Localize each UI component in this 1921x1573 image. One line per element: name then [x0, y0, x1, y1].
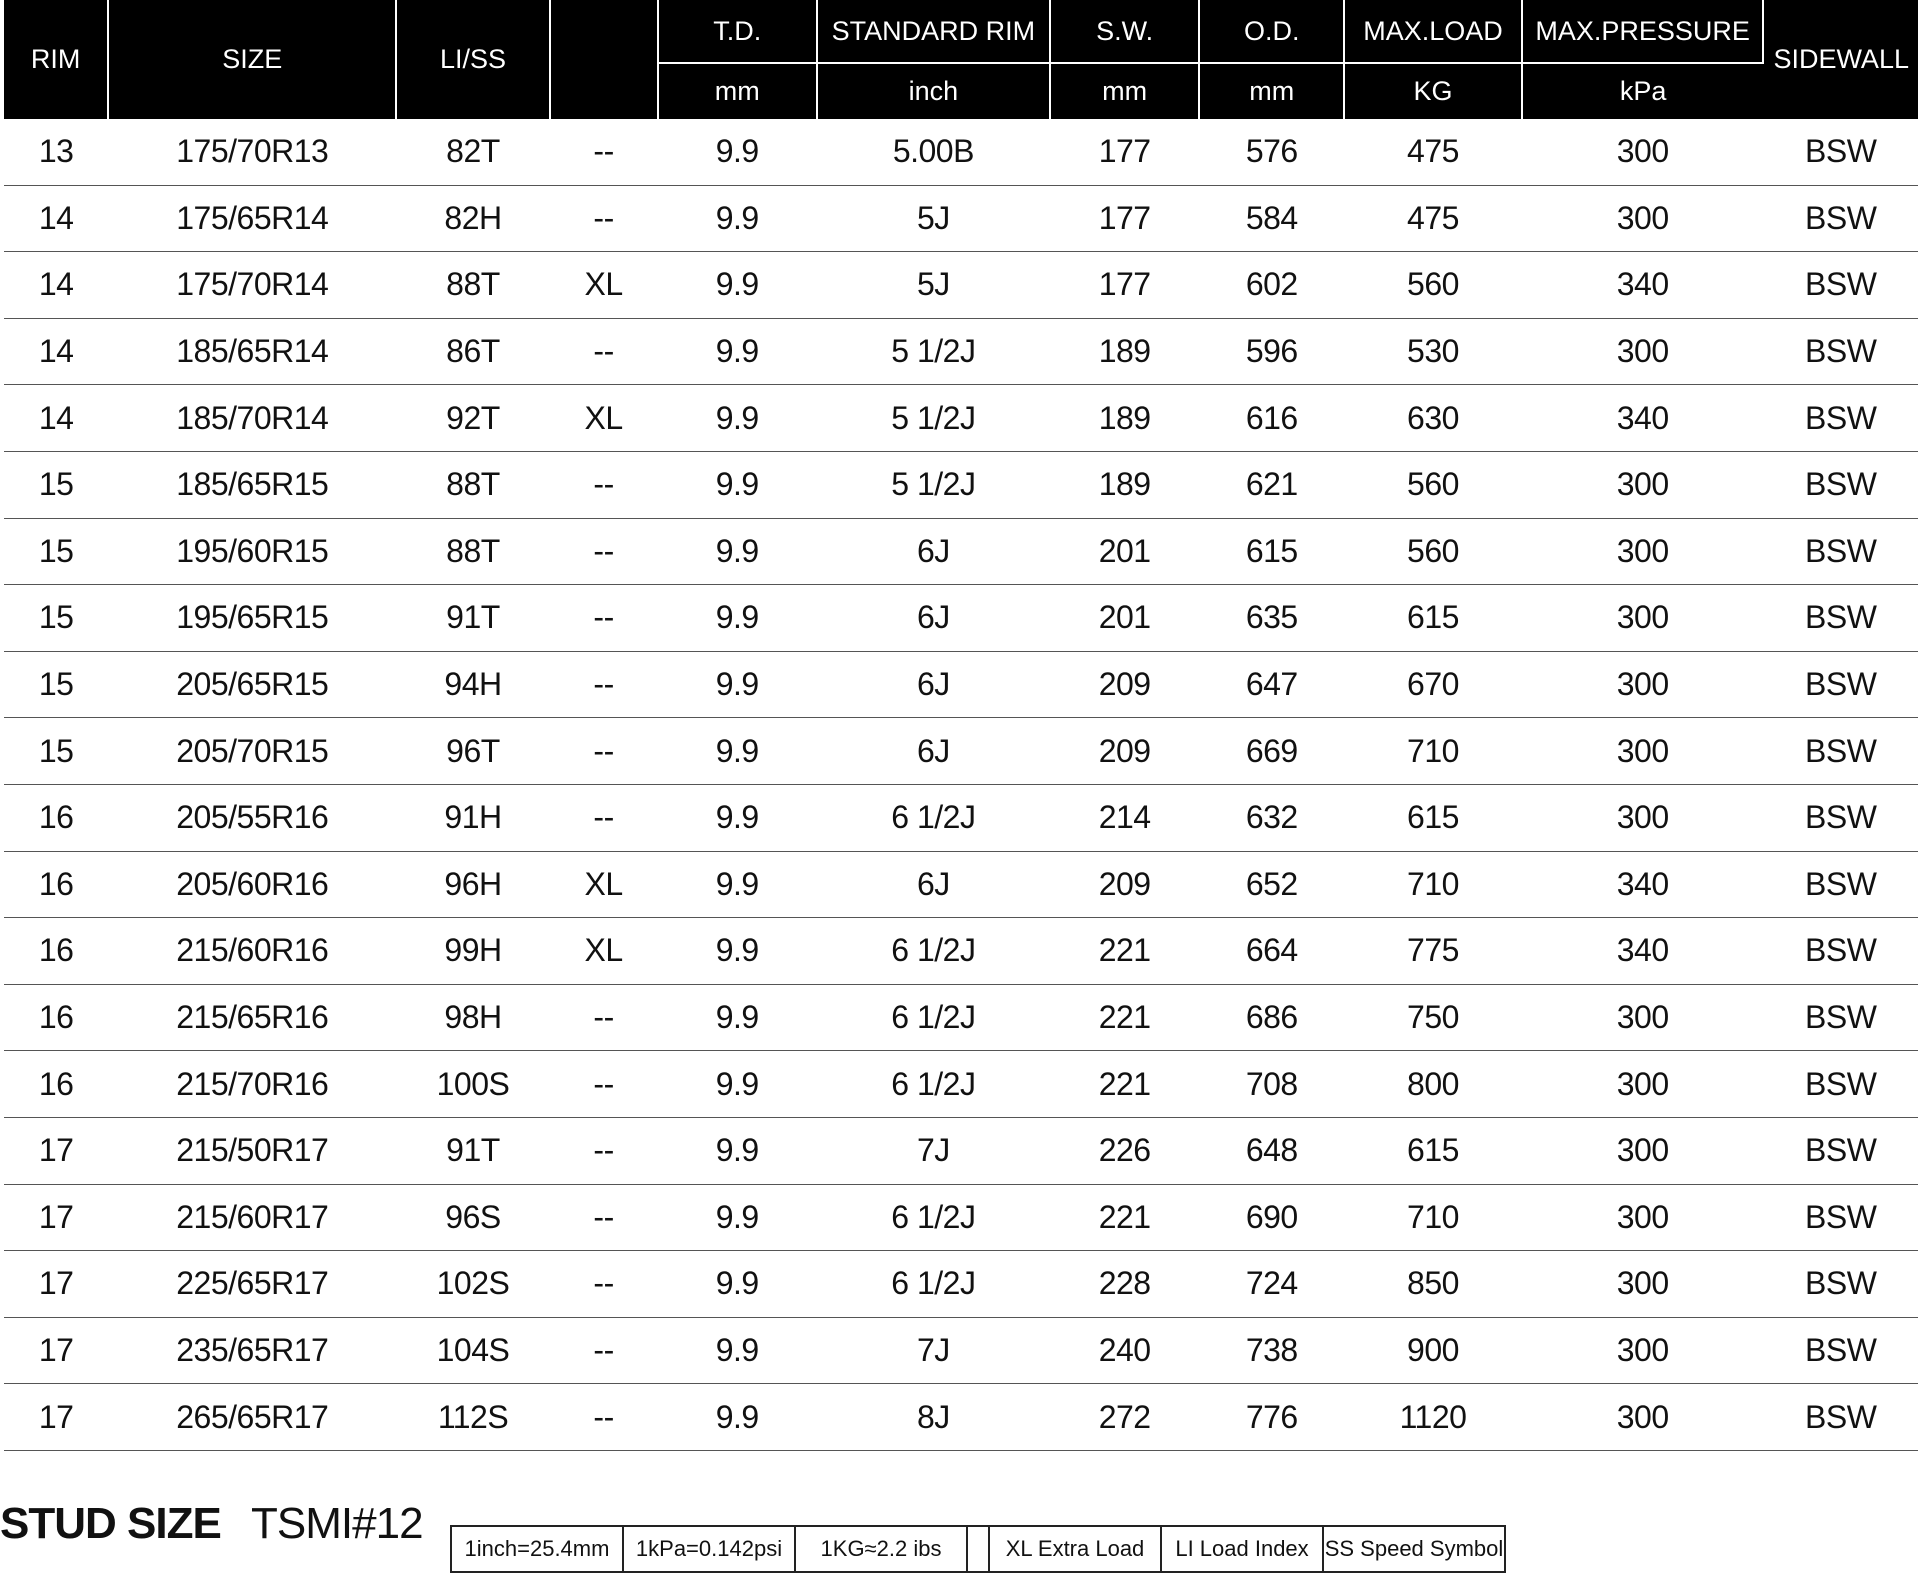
unit-legend: [450, 1525, 1506, 1573]
cell-extra: --: [550, 718, 658, 785]
cell-standard-rim: 5J: [817, 185, 1050, 252]
cell-od: 664: [1199, 918, 1344, 985]
cell-td: 9.9: [658, 385, 817, 452]
cell-extra: XL: [550, 851, 658, 918]
cell-td: 9.9: [658, 185, 817, 252]
tire-spec-table: [4, 0, 1918, 1451]
cell-extra: --: [550, 1117, 658, 1184]
table-row: [4, 651, 1918, 718]
cell-max-load: 850: [1344, 1251, 1522, 1318]
unit-standard-rim: inch: [817, 63, 1050, 119]
cell-size: 205/65R15: [108, 651, 396, 718]
cell-max-load: 710: [1344, 1184, 1522, 1251]
cell-sidewall: BSW: [1763, 252, 1918, 319]
cell-size: 185/70R14: [108, 385, 396, 452]
cell-rim: 17: [4, 1251, 108, 1318]
cell-sidewall: BSW: [1763, 718, 1918, 785]
cell-sidewall: BSW: [1763, 585, 1918, 652]
legend-kpa: 1kPa=0.142psi: [624, 1527, 796, 1571]
cell-max-load: 900: [1344, 1317, 1522, 1384]
cell-rim: 15: [4, 518, 108, 585]
cell-li-ss: 88T: [396, 252, 549, 319]
cell-sidewall: BSW: [1763, 518, 1918, 585]
cell-extra: --: [550, 318, 658, 385]
cell-td: 9.9: [658, 119, 817, 185]
cell-max-load: 710: [1344, 851, 1522, 918]
cell-size: 175/70R14: [108, 252, 396, 319]
cell-od: 690: [1199, 1184, 1344, 1251]
cell-max-pressure: 300: [1522, 1117, 1764, 1184]
header-standard-rim: STANDARD RIM: [817, 0, 1050, 63]
cell-rim: 14: [4, 252, 108, 319]
cell-od: 635: [1199, 585, 1344, 652]
cell-td: 9.9: [658, 1251, 817, 1318]
cell-sidewall: BSW: [1763, 1184, 1918, 1251]
cell-sw: 209: [1050, 851, 1200, 918]
cell-size: 215/70R16: [108, 1051, 396, 1118]
stud-size-label: STUD SIZE: [0, 1499, 221, 1548]
cell-extra: --: [550, 651, 658, 718]
cell-extra: XL: [550, 252, 658, 319]
cell-od: 724: [1199, 1251, 1344, 1318]
cell-td: 9.9: [658, 918, 817, 985]
table-row: [4, 119, 1918, 185]
cell-sw: 189: [1050, 451, 1200, 518]
cell-sw: 272: [1050, 1384, 1200, 1451]
cell-sw: 177: [1050, 119, 1200, 185]
cell-sidewall: BSW: [1763, 1384, 1918, 1451]
cell-sw: 209: [1050, 651, 1200, 718]
cell-extra: --: [550, 1317, 658, 1384]
cell-standard-rim: 5.00B: [817, 119, 1050, 185]
cell-standard-rim: 7J: [817, 1317, 1050, 1384]
cell-rim: 16: [4, 784, 108, 851]
cell-size: 185/65R14: [108, 318, 396, 385]
unit-od: mm: [1199, 63, 1344, 119]
cell-size: 235/65R17: [108, 1317, 396, 1384]
cell-sidewall: BSW: [1763, 318, 1918, 385]
cell-li-ss: 86T: [396, 318, 549, 385]
cell-td: 9.9: [658, 1117, 817, 1184]
cell-max-pressure: 340: [1522, 385, 1764, 452]
cell-od: 647: [1199, 651, 1344, 718]
stud-size-value: TSMI#12: [251, 1499, 423, 1548]
cell-sw: 214: [1050, 784, 1200, 851]
cell-sidewall: BSW: [1763, 119, 1918, 185]
cell-td: 9.9: [658, 518, 817, 585]
cell-td: 9.9: [658, 585, 817, 652]
cell-li-ss: 82H: [396, 185, 549, 252]
legend-spacer: [968, 1527, 990, 1571]
cell-sw: 221: [1050, 984, 1200, 1051]
cell-standard-rim: 7J: [817, 1117, 1050, 1184]
header-max-pressure: MAX.PRESSURE: [1522, 0, 1764, 63]
cell-od: 652: [1199, 851, 1344, 918]
cell-sw: 201: [1050, 585, 1200, 652]
cell-extra: --: [550, 984, 658, 1051]
table-row: [4, 318, 1918, 385]
cell-extra: --: [550, 784, 658, 851]
table-row: [4, 1317, 1918, 1384]
cell-standard-rim: 6J: [817, 718, 1050, 785]
cell-standard-rim: 6 1/2J: [817, 1051, 1050, 1118]
cell-rim: 15: [4, 651, 108, 718]
table-row: [4, 1251, 1918, 1318]
table-row: [4, 252, 1918, 319]
unit-td: mm: [658, 63, 817, 119]
table-row: [4, 918, 1918, 985]
cell-max-pressure: 340: [1522, 851, 1764, 918]
cell-td: 9.9: [658, 718, 817, 785]
cell-size: 215/65R16: [108, 984, 396, 1051]
cell-size: 215/50R17: [108, 1117, 396, 1184]
cell-sidewall: BSW: [1763, 784, 1918, 851]
cell-standard-rim: 8J: [817, 1384, 1050, 1451]
cell-rim: 15: [4, 585, 108, 652]
table-row: [4, 385, 1918, 452]
cell-li-ss: 96S: [396, 1184, 549, 1251]
cell-max-pressure: 300: [1522, 518, 1764, 585]
cell-sw: 221: [1050, 918, 1200, 985]
table-row: [4, 1051, 1918, 1118]
cell-sidewall: BSW: [1763, 1251, 1918, 1318]
table-row: [4, 851, 1918, 918]
table-row: [4, 1384, 1918, 1451]
cell-size: 205/70R15: [108, 718, 396, 785]
cell-li-ss: 99H: [396, 918, 549, 985]
cell-size: 195/60R15: [108, 518, 396, 585]
cell-li-ss: 98H: [396, 984, 549, 1051]
cell-standard-rim: 6 1/2J: [817, 984, 1050, 1051]
cell-extra: --: [550, 1251, 658, 1318]
cell-rim: 17: [4, 1117, 108, 1184]
cell-li-ss: 88T: [396, 518, 549, 585]
header-li-ss: LI/SS: [396, 0, 549, 119]
cell-li-ss: 112S: [396, 1384, 549, 1451]
cell-sw: 177: [1050, 252, 1200, 319]
cell-li-ss: 96H: [396, 851, 549, 918]
cell-standard-rim: 5J: [817, 252, 1050, 319]
cell-sidewall: BSW: [1763, 1317, 1918, 1384]
cell-sidewall: BSW: [1763, 918, 1918, 985]
header-sw: S.W.: [1050, 0, 1200, 63]
table-row: [4, 185, 1918, 252]
cell-sw: 189: [1050, 318, 1200, 385]
table-row: [4, 984, 1918, 1051]
cell-standard-rim: 6J: [817, 651, 1050, 718]
cell-standard-rim: 6J: [817, 518, 1050, 585]
cell-size: 175/70R13: [108, 119, 396, 185]
cell-max-pressure: 300: [1522, 1184, 1764, 1251]
cell-size: 215/60R17: [108, 1184, 396, 1251]
cell-max-load: 560: [1344, 252, 1522, 319]
table-row: [4, 784, 1918, 851]
cell-max-load: 670: [1344, 651, 1522, 718]
cell-td: 9.9: [658, 651, 817, 718]
cell-rim: 17: [4, 1384, 108, 1451]
cell-sw: 189: [1050, 385, 1200, 452]
cell-max-load: 1120: [1344, 1384, 1522, 1451]
cell-od: 632: [1199, 784, 1344, 851]
cell-standard-rim: 5 1/2J: [817, 318, 1050, 385]
unit-max-load: KG: [1344, 63, 1522, 119]
cell-max-pressure: 340: [1522, 252, 1764, 319]
cell-max-pressure: 300: [1522, 1051, 1764, 1118]
cell-od: 648: [1199, 1117, 1344, 1184]
cell-extra: --: [550, 1051, 658, 1118]
cell-od: 584: [1199, 185, 1344, 252]
cell-size: 205/60R16: [108, 851, 396, 918]
cell-size: 215/60R16: [108, 918, 396, 985]
unit-max-pressure: kPa: [1522, 63, 1764, 119]
cell-rim: 16: [4, 1051, 108, 1118]
cell-max-load: 750: [1344, 984, 1522, 1051]
cell-od: 776: [1199, 1384, 1344, 1451]
cell-sidewall: BSW: [1763, 984, 1918, 1051]
cell-li-ss: 104S: [396, 1317, 549, 1384]
cell-size: 205/55R16: [108, 784, 396, 851]
cell-od: 708: [1199, 1051, 1344, 1118]
cell-od: 686: [1199, 984, 1344, 1051]
cell-od: 669: [1199, 718, 1344, 785]
cell-standard-rim: 6 1/2J: [817, 1251, 1050, 1318]
cell-size: 265/65R17: [108, 1384, 396, 1451]
cell-extra: --: [550, 518, 658, 585]
cell-size: 195/65R15: [108, 585, 396, 652]
cell-rim: 14: [4, 385, 108, 452]
cell-extra: --: [550, 585, 658, 652]
cell-od: 602: [1199, 252, 1344, 319]
cell-rim: 14: [4, 185, 108, 252]
cell-od: 576: [1199, 119, 1344, 185]
cell-max-load: 475: [1344, 185, 1522, 252]
header-sidewall: SIDEWALL: [1763, 0, 1918, 119]
cell-rim: 15: [4, 718, 108, 785]
cell-max-load: 630: [1344, 385, 1522, 452]
cell-max-pressure: 300: [1522, 718, 1764, 785]
cell-max-load: 775: [1344, 918, 1522, 985]
cell-extra: XL: [550, 918, 658, 985]
cell-extra: --: [550, 185, 658, 252]
cell-extra: --: [550, 1184, 658, 1251]
cell-sw: 209: [1050, 718, 1200, 785]
cell-extra: --: [550, 1384, 658, 1451]
cell-max-load: 800: [1344, 1051, 1522, 1118]
cell-td: 9.9: [658, 318, 817, 385]
cell-max-pressure: 300: [1522, 784, 1764, 851]
table-row: [4, 1184, 1918, 1251]
cell-max-pressure: 340: [1522, 918, 1764, 985]
cell-standard-rim: 5 1/2J: [817, 451, 1050, 518]
cell-td: 9.9: [658, 851, 817, 918]
cell-extra: --: [550, 451, 658, 518]
cell-rim: 16: [4, 918, 108, 985]
table-row: [4, 451, 1918, 518]
legend-inch: 1inch=25.4mm: [452, 1527, 624, 1571]
cell-od: 615: [1199, 518, 1344, 585]
cell-sidewall: BSW: [1763, 1051, 1918, 1118]
cell-extra: --: [550, 119, 658, 185]
cell-max-load: 615: [1344, 1117, 1522, 1184]
cell-rim: 17: [4, 1317, 108, 1384]
cell-rim: 15: [4, 451, 108, 518]
legend-li: LI Load Index: [1162, 1527, 1324, 1571]
cell-rim: 14: [4, 318, 108, 385]
table-row: [4, 718, 1918, 785]
cell-od: 596: [1199, 318, 1344, 385]
cell-td: 9.9: [658, 1384, 817, 1451]
cell-od: 616: [1199, 385, 1344, 452]
table-body: [4, 119, 1918, 1450]
cell-max-pressure: 300: [1522, 984, 1764, 1051]
cell-max-pressure: 300: [1522, 1384, 1764, 1451]
cell-li-ss: 91T: [396, 585, 549, 652]
cell-max-load: 560: [1344, 451, 1522, 518]
cell-size: 175/65R14: [108, 185, 396, 252]
cell-max-pressure: 300: [1522, 585, 1764, 652]
cell-max-load: 530: [1344, 318, 1522, 385]
cell-max-pressure: 300: [1522, 1251, 1764, 1318]
cell-sw: 201: [1050, 518, 1200, 585]
header-rim: RIM: [4, 0, 108, 119]
legend-xl: XL Extra Load: [990, 1527, 1162, 1571]
cell-max-load: 615: [1344, 585, 1522, 652]
cell-max-pressure: 300: [1522, 185, 1764, 252]
table-row: [4, 1117, 1918, 1184]
cell-extra: XL: [550, 385, 658, 452]
cell-li-ss: 91H: [396, 784, 549, 851]
cell-max-pressure: 300: [1522, 651, 1764, 718]
cell-sidewall: BSW: [1763, 185, 1918, 252]
cell-td: 9.9: [658, 1051, 817, 1118]
cell-size: 185/65R15: [108, 451, 396, 518]
cell-li-ss: 91T: [396, 1117, 549, 1184]
cell-td: 9.9: [658, 984, 817, 1051]
cell-rim: 13: [4, 119, 108, 185]
cell-sw: 221: [1050, 1051, 1200, 1118]
cell-li-ss: 88T: [396, 451, 549, 518]
header-td: T.D.: [658, 0, 817, 63]
cell-rim: 17: [4, 1184, 108, 1251]
cell-sw: 221: [1050, 1184, 1200, 1251]
unit-sw: mm: [1050, 63, 1200, 119]
cell-sw: 226: [1050, 1117, 1200, 1184]
cell-li-ss: 100S: [396, 1051, 549, 1118]
cell-li-ss: 94H: [396, 651, 549, 718]
cell-max-pressure: 300: [1522, 451, 1764, 518]
table-row: [4, 518, 1918, 585]
cell-max-load: 615: [1344, 784, 1522, 851]
cell-td: 9.9: [658, 1184, 817, 1251]
cell-standard-rim: 6J: [817, 851, 1050, 918]
header-od: O.D.: [1199, 0, 1344, 63]
cell-standard-rim: 6 1/2J: [817, 1184, 1050, 1251]
cell-od: 621: [1199, 451, 1344, 518]
cell-sidewall: BSW: [1763, 1117, 1918, 1184]
cell-size: 225/65R17: [108, 1251, 396, 1318]
cell-max-pressure: 300: [1522, 318, 1764, 385]
cell-max-load: 710: [1344, 718, 1522, 785]
cell-standard-rim: 6 1/2J: [817, 784, 1050, 851]
cell-li-ss: 102S: [396, 1251, 549, 1318]
legend-kg: 1KG≈2.2 ibs: [796, 1527, 968, 1571]
header-max-load: MAX.LOAD: [1344, 0, 1522, 63]
table-row: [4, 585, 1918, 652]
cell-sidewall: BSW: [1763, 451, 1918, 518]
cell-td: 9.9: [658, 784, 817, 851]
cell-td: 9.9: [658, 1317, 817, 1384]
cell-li-ss: 82T: [396, 119, 549, 185]
cell-od: 738: [1199, 1317, 1344, 1384]
cell-max-load: 475: [1344, 119, 1522, 185]
cell-standard-rim: 5 1/2J: [817, 385, 1050, 452]
cell-rim: 16: [4, 851, 108, 918]
cell-max-pressure: 300: [1522, 119, 1764, 185]
cell-td: 9.9: [658, 451, 817, 518]
header-size: SIZE: [108, 0, 396, 119]
cell-sw: 228: [1050, 1251, 1200, 1318]
cell-max-pressure: 300: [1522, 1317, 1764, 1384]
cell-sidewall: BSW: [1763, 385, 1918, 452]
header-extra: [550, 0, 658, 119]
cell-li-ss: 96T: [396, 718, 549, 785]
cell-td: 9.9: [658, 252, 817, 319]
cell-sidewall: BSW: [1763, 851, 1918, 918]
cell-sw: 240: [1050, 1317, 1200, 1384]
cell-max-load: 560: [1344, 518, 1522, 585]
table-header: [4, 0, 1918, 119]
cell-rim: 16: [4, 984, 108, 1051]
stud-size: [0, 1494, 423, 1554]
cell-standard-rim: 6J: [817, 585, 1050, 652]
cell-sidewall: BSW: [1763, 651, 1918, 718]
cell-li-ss: 92T: [396, 385, 549, 452]
legend-ss: SS Speed Symbol: [1324, 1536, 1504, 1561]
cell-standard-rim: 6 1/2J: [817, 918, 1050, 985]
cell-sw: 177: [1050, 185, 1200, 252]
